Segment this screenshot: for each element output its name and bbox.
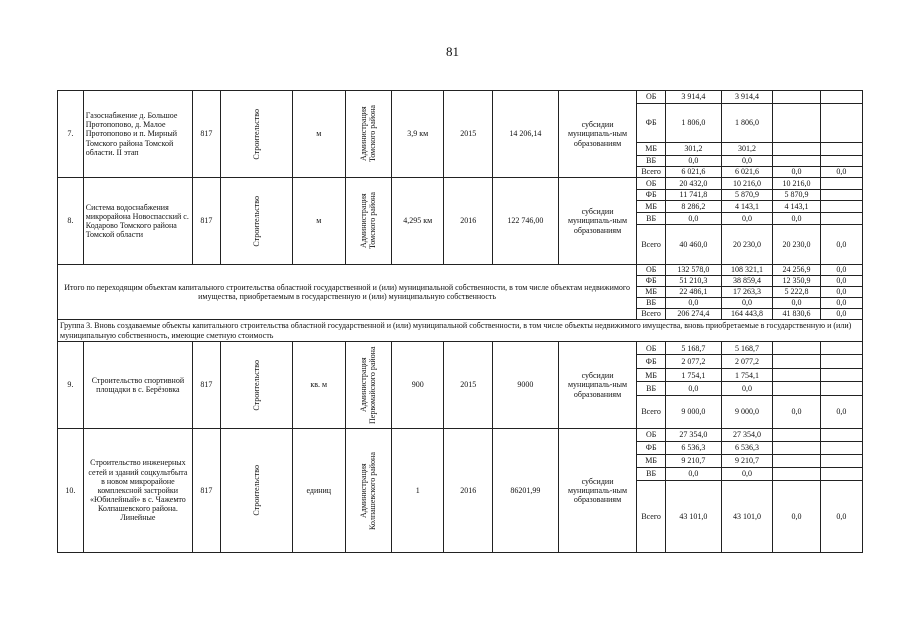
fin-total: 0,0 [666, 298, 722, 309]
fin-total: 20 432,0 [666, 178, 722, 190]
fin-2016: 5 222,8 [773, 287, 820, 298]
fin-2015: 20 230,0 [721, 224, 773, 264]
work-type: Строительство [251, 195, 261, 247]
fin-2017 [820, 104, 862, 142]
object-name: Газоснабжение д. Большое Протопопово, д. Малое Протопопово и п. Мирный Томского района Томской области. II этап [83, 91, 192, 178]
fin-source: МБ [637, 201, 666, 213]
fin-2015: 27 354,0 [721, 429, 773, 442]
capacity: 900 [391, 342, 444, 429]
fin-2015: 10 216,0 [721, 178, 773, 190]
fin-2017 [820, 368, 862, 381]
financing-form: субсидии муниципаль-ным образованиям [558, 178, 636, 265]
fin-2017 [820, 429, 862, 442]
fin-2016: 0,0 [773, 298, 820, 309]
fin-2015: 17 263,3 [721, 287, 773, 298]
fin-source: ФБ [637, 276, 666, 287]
estimated-cost: 9000 [492, 342, 558, 429]
fin-2015: 6 021,6 [721, 166, 773, 177]
fin-2017 [820, 189, 862, 201]
department-code: 817 [193, 429, 221, 553]
unit: м [292, 178, 345, 265]
fin-source: Всего [637, 309, 666, 320]
fin-2015: 108 321,1 [721, 265, 773, 276]
fin-2017 [820, 382, 862, 395]
fin-source: Всего [637, 481, 666, 553]
fin-2016: 20 230,0 [773, 224, 820, 264]
fin-2015: 9 000,0 [721, 395, 773, 428]
fin-2016 [773, 342, 820, 355]
fin-total: 0,0 [666, 155, 722, 166]
fin-2017: 0,0 [820, 395, 862, 428]
fin-2017: 0,0 [820, 224, 862, 264]
fin-total: 2 077,2 [666, 355, 722, 368]
row-number: 9. [58, 342, 84, 429]
object-name: Строительство спортивной площадки в с. Берёзовка [83, 342, 192, 429]
fin-total: 22 486,1 [666, 287, 722, 298]
fin-2015: 9 210,7 [721, 455, 773, 468]
fin-2015: 0,0 [721, 155, 773, 166]
fin-2017 [820, 155, 862, 166]
fin-2015: 3 914,4 [721, 91, 773, 104]
estimated-cost: 122 746,00 [492, 178, 558, 265]
administrator: Администрация Колпашевского района [359, 451, 378, 530]
fin-2017 [820, 355, 862, 368]
fin-2015: 6 536,3 [721, 442, 773, 455]
administrator: Администрация Томского района [359, 192, 378, 250]
page-number: 81 [446, 44, 459, 59]
year: 2015 [444, 342, 492, 429]
fin-source: ВБ [637, 468, 666, 481]
fin-source: ФБ [637, 104, 666, 142]
fin-total: 6 021,6 [666, 166, 722, 177]
fin-source: МБ [637, 142, 666, 155]
unit: единиц [292, 429, 345, 553]
department-code: 817 [193, 342, 221, 429]
fin-2017 [820, 212, 862, 224]
financing-form: субсидии муниципаль-ным образованиям [558, 91, 636, 178]
fin-2017: 0,0 [820, 298, 862, 309]
fin-2017 [820, 178, 862, 190]
fin-2017: 0,0 [820, 276, 862, 287]
row-number: 8. [58, 178, 84, 265]
fin-source: Всего [637, 166, 666, 177]
fin-2015: 0,0 [721, 298, 773, 309]
object-name: Строительство инженерных сетей и зданий соцкультбыта в новом микрорайоне комплексной застройки «Юбилейный» в с. Чажемто Колпашевского района. Линейные [83, 429, 192, 553]
fin-total: 8 286,2 [666, 201, 722, 213]
department-code: 817 [193, 178, 221, 265]
total-label: Итого по переходящим объектам капитального строительства областной государственной и (или) муниципальной собственности, в том числе объектам недвижимого имущества, приобретаемым в государственную и (или) муниципальную собственность [58, 265, 637, 320]
fin-2015: 43 101,0 [721, 481, 773, 553]
fin-2017 [820, 442, 862, 455]
fin-2017 [820, 468, 862, 481]
fin-source: ФБ [637, 189, 666, 201]
fin-source: ФБ [637, 442, 666, 455]
capacity: 4,295 км [391, 178, 444, 265]
fin-2017 [820, 342, 862, 355]
fin-total: 40 460,0 [666, 224, 722, 264]
fin-2017 [820, 142, 862, 155]
year: 2015 [444, 91, 492, 178]
fin-source: ВБ [637, 382, 666, 395]
fin-source: ОБ [637, 429, 666, 442]
capacity: 1 [391, 429, 444, 553]
fin-total: 206 274,4 [666, 309, 722, 320]
fin-source: Всего [637, 395, 666, 428]
fin-total: 1 806,0 [666, 104, 722, 142]
row-number: 10. [58, 429, 84, 553]
fin-total: 11 741,8 [666, 189, 722, 201]
unit: м [292, 91, 345, 178]
budget-table [57, 90, 863, 553]
fin-source: ОБ [637, 178, 666, 190]
fin-2016 [773, 468, 820, 481]
group-heading: Группа 3. Вновь создаваемые объекты капитального строительства областной государственной и (или) муниципальной собственности, в том числе объекты недвижимого имущества, вновь приобретаемые в государственную и (или) муниципальную собственность, имеющие сметную стоимость [58, 320, 863, 342]
fin-source: ОБ [637, 91, 666, 104]
fin-2015: 2 077,2 [721, 355, 773, 368]
fin-2015: 1 754,1 [721, 368, 773, 381]
estimated-cost: 14 206,14 [492, 91, 558, 178]
fin-2017: 0,0 [820, 309, 862, 320]
fin-2016 [773, 142, 820, 155]
administrator: Администрация Первомайского района [359, 346, 378, 424]
fin-2016: 10 216,0 [773, 178, 820, 190]
fin-2016: 41 830,6 [773, 309, 820, 320]
financing-form: субсидии муниципаль-ным образованиям [558, 342, 636, 429]
fin-2015: 4 143,1 [721, 201, 773, 213]
fin-source: МБ [637, 455, 666, 468]
fin-source: Всего [637, 224, 666, 264]
fin-2016 [773, 455, 820, 468]
fin-2016: 4 143,1 [773, 201, 820, 213]
fin-2015: 0,0 [721, 212, 773, 224]
estimated-cost: 86201,99 [492, 429, 558, 553]
fin-source: ФБ [637, 355, 666, 368]
fin-total: 132 578,0 [666, 265, 722, 276]
fin-source: МБ [637, 287, 666, 298]
fin-2017: 0,0 [820, 287, 862, 298]
fin-2015: 1 806,0 [721, 104, 773, 142]
fin-source: ОБ [637, 342, 666, 355]
fin-2017: 0,0 [820, 166, 862, 177]
fin-2017 [820, 455, 862, 468]
object-name: Система водоснабжения микрорайона Новоспасский с. Кодарово Томского района Томской области [83, 178, 192, 265]
work-type: Строительство [251, 359, 261, 411]
work-type: Строительство [251, 108, 261, 160]
work-type: Строительство [251, 465, 261, 516]
fin-2015: 5 870,9 [721, 189, 773, 201]
fin-total: 0,0 [666, 212, 722, 224]
capacity: 3,9 км [391, 91, 444, 178]
fin-total: 6 536,3 [666, 442, 722, 455]
fin-2015: 38 859,4 [721, 276, 773, 287]
fin-total: 0,0 [666, 468, 722, 481]
fin-source: ОБ [637, 265, 666, 276]
fin-2015: 0,0 [721, 382, 773, 395]
fin-total: 1 754,1 [666, 368, 722, 381]
fin-source: ВБ [637, 155, 666, 166]
fin-2015: 5 168,7 [721, 342, 773, 355]
fin-2015: 301,2 [721, 142, 773, 155]
fin-total: 9 000,0 [666, 395, 722, 428]
year: 2016 [444, 178, 492, 265]
fin-2016 [773, 355, 820, 368]
financing-form: субсидии муниципаль-ным образованиям [558, 429, 636, 553]
fin-2016 [773, 91, 820, 104]
year: 2016 [444, 429, 492, 553]
fin-2015: 164 443,8 [721, 309, 773, 320]
fin-2016 [773, 382, 820, 395]
row-number: 7. [58, 91, 84, 178]
fin-2016 [773, 442, 820, 455]
fin-2016 [773, 368, 820, 381]
unit: кв. м [292, 342, 345, 429]
fin-2016: 24 256,9 [773, 265, 820, 276]
fin-2016 [773, 155, 820, 166]
fin-total: 5 168,7 [666, 342, 722, 355]
fin-total: 0,0 [666, 382, 722, 395]
fin-2016: 0,0 [773, 395, 820, 428]
fin-2016: 0,0 [773, 166, 820, 177]
fin-2016 [773, 429, 820, 442]
fin-2017 [820, 201, 862, 213]
fin-2017: 0,0 [820, 481, 862, 553]
fin-source: ВБ [637, 212, 666, 224]
fin-2016: 12 350,9 [773, 276, 820, 287]
fin-source: ВБ [637, 298, 666, 309]
fin-total: 3 914,4 [666, 91, 722, 104]
fin-2015: 0,0 [721, 468, 773, 481]
fin-total: 43 101,0 [666, 481, 722, 553]
fin-source: МБ [637, 368, 666, 381]
fin-total: 27 354,0 [666, 429, 722, 442]
fin-2016 [773, 104, 820, 142]
fin-2016: 0,0 [773, 212, 820, 224]
fin-total: 9 210,7 [666, 455, 722, 468]
fin-2016: 0,0 [773, 481, 820, 553]
fin-total: 51 210,3 [666, 276, 722, 287]
administrator: Администрация Томского района [359, 105, 378, 163]
fin-2017: 0,0 [820, 265, 862, 276]
fin-total: 301,2 [666, 142, 722, 155]
department-code: 817 [193, 91, 221, 178]
fin-2017 [820, 91, 862, 104]
fin-2016: 5 870,9 [773, 189, 820, 201]
